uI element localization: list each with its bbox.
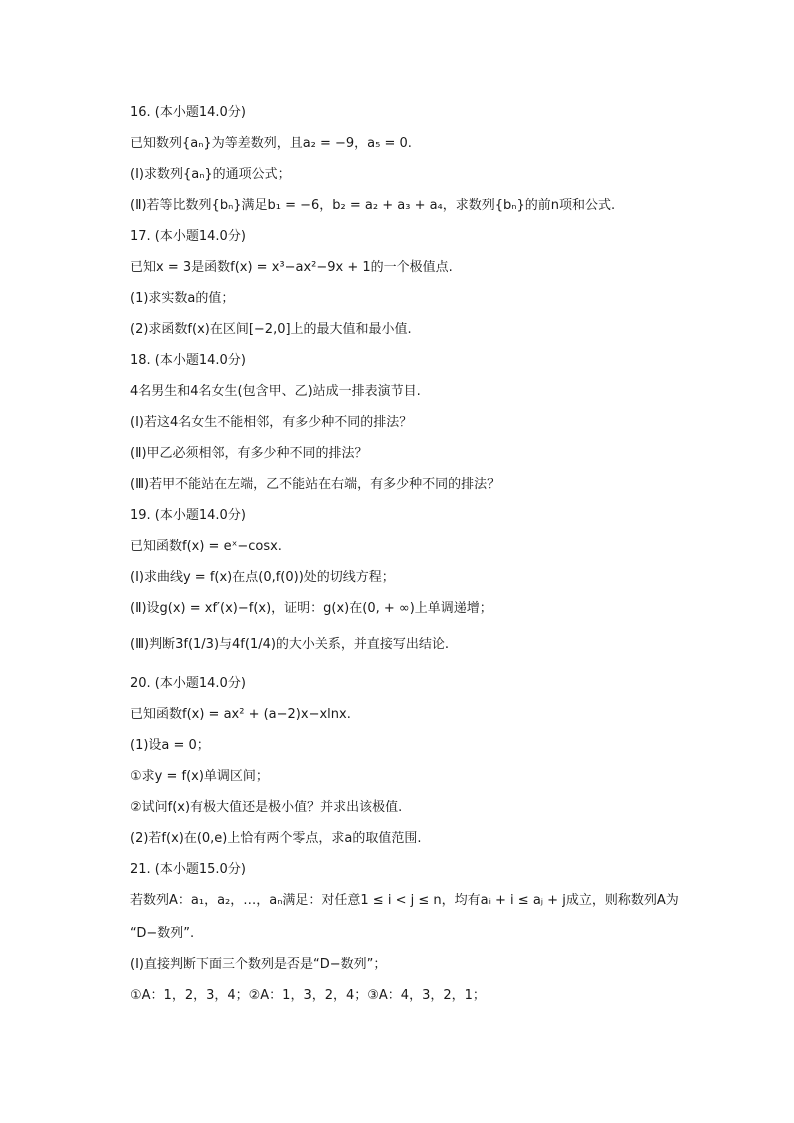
q16-part2: (Ⅱ)若等比数列{bₙ}满足b₁ = −6，b₂ = a₂ + a₃ + a₄，求数列{bₙ}的前n项和公式. <box>130 198 616 213</box>
q21-part1: (Ⅰ)直接判断下面三个数列是否是“D−数列”； <box>130 957 387 972</box>
q20-part1: (1)设a = 0； <box>130 738 210 753</box>
q20-part2: (2)若f(x)在(0,e)上恰有两个零点，求a的取值范围. <box>130 831 422 846</box>
q17-header: 17. (本小题14.0分) <box>130 229 246 244</box>
q16-header: 16. (本小题14.0分) <box>130 105 246 120</box>
q17-part2: (2)求函数f(x)在区间[−2,0]上的最大值和最小值. <box>130 322 412 337</box>
q17-part1: (1)求实数a的值； <box>130 291 235 306</box>
q19-part3: (Ⅲ)判断3f(1/3)与4f(1/4)的大小关系，并直接写出结论. <box>130 637 450 652</box>
q20-header: 20. (本小题14.0分) <box>130 676 246 691</box>
q21-stem: 若数列A：a₁，a₂，…，aₙ满足：对任意1 ≤ i < j ≤ n，均有aᵢ + i ≤ aⱼ + j成立，则称数列A为 <box>130 893 679 908</box>
q18-part3: (Ⅲ)若甲不能站在左端，乙不能站在右端，有多少种不同的排法？ <box>130 477 501 492</box>
q18-stem: 4名男生和4名女生(包含甲、乙)站成一排表演节目. <box>130 384 421 399</box>
q18-header: 18. (本小题14.0分) <box>130 353 246 368</box>
q19-part1: (Ⅰ)求曲线y = f(x)在点(0,f(0))处的切线方程； <box>130 570 395 585</box>
q16-stem: 已知数列{aₙ}为等差数列，且a₂ = −9，a₅ = 0. <box>130 136 412 151</box>
q17-stem: 已知x = 3是函数f(x) = x³−ax²−9x + 1的一个极值点. <box>130 260 453 275</box>
q16-part1: (Ⅰ)求数列{aₙ}的通项公式； <box>130 167 291 182</box>
q21-header: 21. (本小题15.0分) <box>130 862 246 877</box>
q20-part1-sub1: ①求y = f(x)单调区间； <box>130 769 269 784</box>
q21-part1-options: ①A：1，2，3，4；②A：1，3，2，4；③A：4，3，2，1； <box>130 988 486 1003</box>
q18-part2: (Ⅱ)甲乙必须相邻，有多少种不同的排法？ <box>130 446 368 461</box>
q21-stem-cont: “D−数列”. <box>130 926 195 941</box>
q19-header: 19. (本小题14.0分) <box>130 508 246 523</box>
q19-part2: (Ⅱ)设g(x) = xf′(x)−f(x)，证明：g(x)在(0, + ∞)上单调递增； <box>130 601 493 616</box>
q19-stem: 已知函数f(x) = eˣ−cosx. <box>130 539 282 554</box>
q20-part1-sub2: ②试问f(x)有极大值还是极小值？并求出该极值. <box>130 800 403 815</box>
q18-part1: (Ⅰ)若这4名女生不能相邻，有多少种不同的排法？ <box>130 415 413 430</box>
q20-stem: 已知函数f(x) = ax² + (a−2)x−xlnx. <box>130 707 351 722</box>
